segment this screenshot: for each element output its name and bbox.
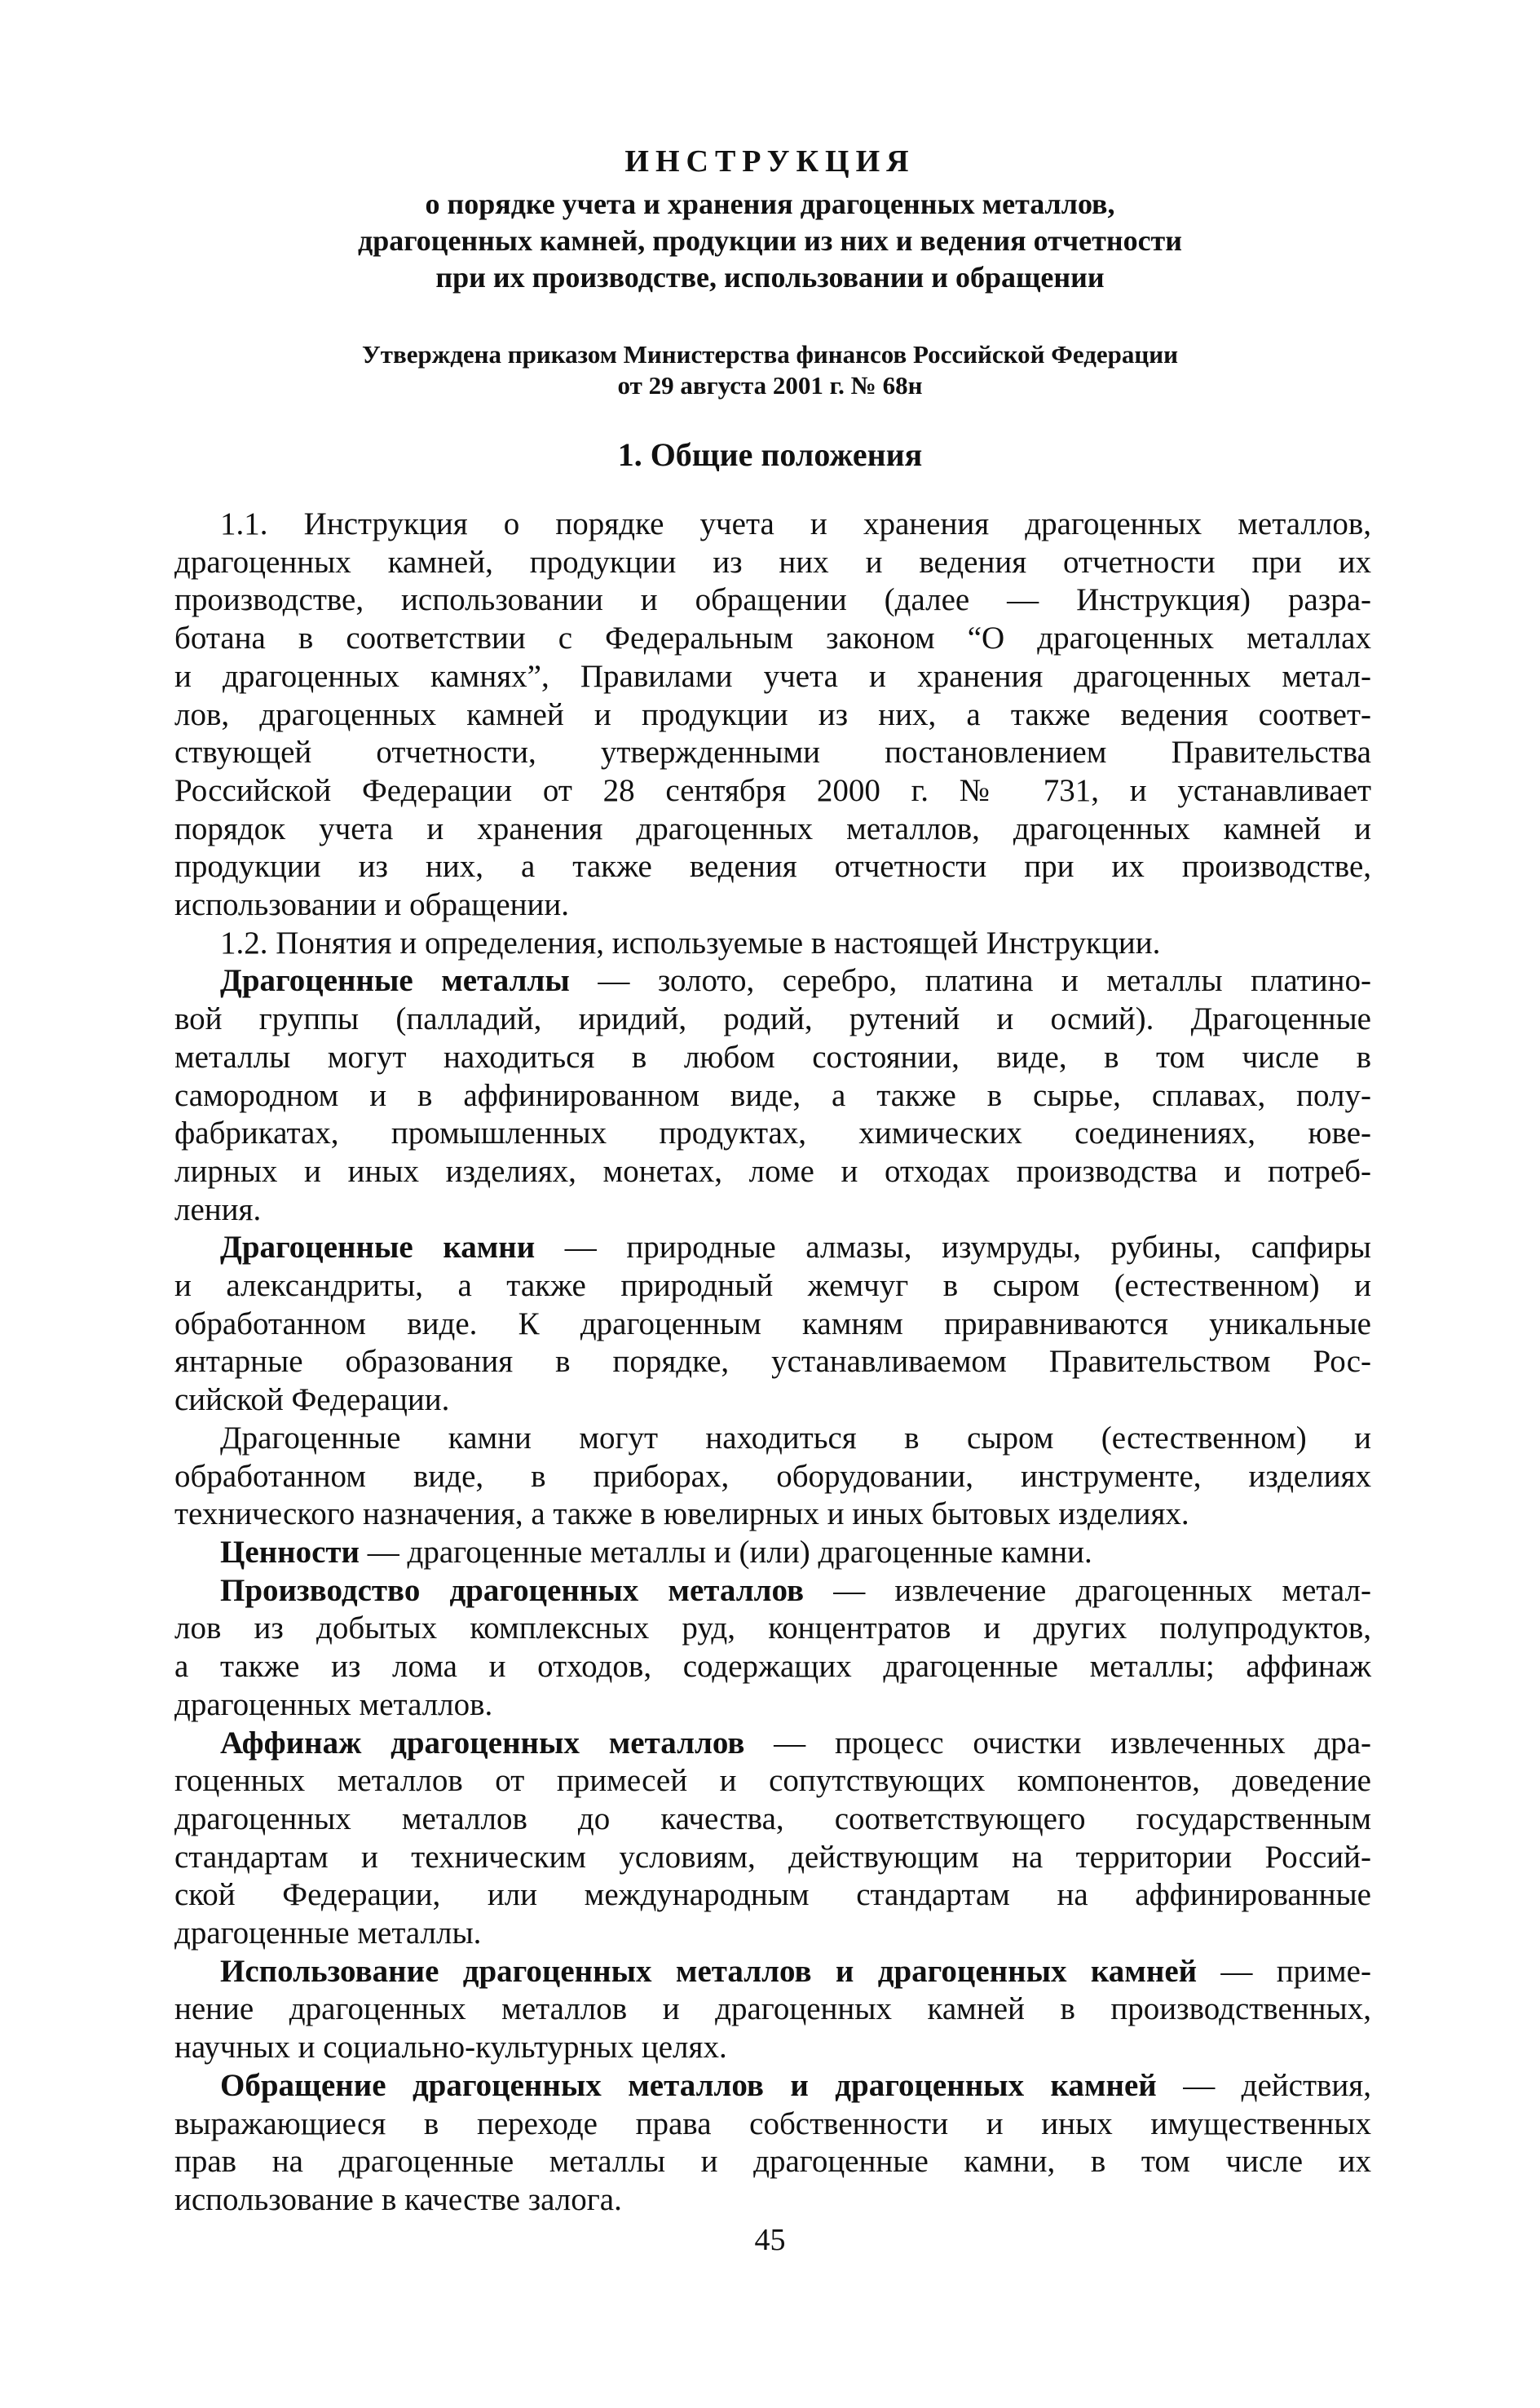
line-text: научных и социально-культурных целях.: [174, 2030, 727, 2066]
text-line: [174, 1572, 1371, 1610]
section-heading: 1. Общие положения: [617, 436, 923, 473]
text-line: [174, 1001, 1371, 1039]
text-line: [174, 1458, 1371, 1496]
subtitle-line: о порядке учета и хранения драгоценных металлов,: [425, 188, 1115, 220]
text-line: [174, 1267, 1371, 1306]
defined-term: Драгоценные камни: [220, 1230, 536, 1266]
paragraph: [174, 1725, 1371, 1953]
line-text: выражающиеся в переходе права собственности и иных имущественных: [174, 2105, 1371, 2141]
line-text: стандартам и техническим условиям, действующим на территории Россий-: [174, 1839, 1371, 1875]
line-text: — приме-: [1197, 1953, 1371, 1989]
text-line: [174, 1306, 1371, 1344]
paragraph: [174, 1572, 1371, 1725]
paragraph: [174, 1229, 1371, 1420]
text-line: [174, 1420, 1371, 1458]
line-text: сийской Федерации.: [174, 1382, 450, 1418]
paragraph: [174, 962, 1371, 1229]
text-line: [174, 734, 1371, 772]
line-text: прав на драгоценные металлы и драгоценные камни, в том числе их: [174, 2144, 1371, 2180]
text-line: [174, 1800, 1371, 1839]
document-subtitle: [0, 186, 1540, 296]
text-line: [174, 1876, 1371, 1915]
line-text: ботана в соответствии с Федеральным законом “О драгоценных металлах: [174, 621, 1371, 656]
text-line: [174, 1610, 1371, 1648]
line-text: драгоценных металлов до качества, соответствующего государственным: [174, 1800, 1371, 1836]
line-text: драгоценных металлов.: [174, 1686, 493, 1722]
text-line: [174, 1077, 1371, 1116]
text-line: [174, 696, 1371, 735]
defined-term: Обращение драгоценных металлов и драгоценных камней: [220, 2067, 1157, 2103]
line-text: и драгоценных камнях”, Правилами учета и хранения драгоценных метал-: [174, 658, 1371, 694]
text-line: [174, 1686, 1371, 1725]
line-text: нение драгоценных металлов и драгоценных камней в производственных,: [174, 1991, 1371, 2027]
paragraph: [174, 1534, 1371, 1572]
line-text: драгоценные металлы.: [174, 1915, 482, 1951]
text-line: [174, 886, 1371, 925]
text-line: [174, 658, 1371, 696]
text-line: [174, 848, 1371, 886]
line-text: ской Федерации, или международным стандартам на аффинированные: [174, 1877, 1371, 1913]
line-text: — драгоценные металлы и (или) драгоценные камни.: [360, 1534, 1092, 1570]
text-line: [174, 1839, 1371, 1877]
line-text: и александриты, а также природный жемчуг в сыром (естественном) и: [174, 1268, 1371, 1304]
line-text: гоценных металлов от примесей и сопутствующих компонентов, доведение: [174, 1763, 1371, 1799]
text-line: [174, 772, 1371, 811]
line-text: лирных и иных изделиях, монетах, ломе и отходах производства и потреб-: [174, 1153, 1371, 1189]
line-text: использовании и обращении.: [174, 887, 570, 923]
document-body: [174, 506, 1371, 2220]
text-line: [174, 2067, 1371, 2105]
line-text: — процесс очистки извлеченных дра-: [744, 1725, 1371, 1761]
text-line: [174, 506, 1371, 544]
text-line: [174, 1496, 1371, 1534]
defined-term: Использование драгоценных металлов и драгоценных камней: [220, 1953, 1198, 1989]
text-line: [174, 1039, 1371, 1077]
defined-term: Производство драгоценных металлов: [220, 1572, 805, 1608]
line-text: вой группы (палладий, иридий, родий, рутений и осмий). Драгоценные: [174, 1001, 1371, 1037]
line-text: лов из добытых комплексных руд, концентратов и других полупродуктов,: [174, 1610, 1371, 1646]
text-line: [174, 1915, 1371, 1953]
line-text: обработанном виде. К драгоценным камням приравниваются уникальные: [174, 1306, 1371, 1341]
text-line: [174, 2143, 1371, 2181]
line-text: использование в качестве залога.: [174, 2181, 622, 2217]
approval-note: [0, 339, 1540, 401]
defined-term: Аффинаж драгоценных металлов: [220, 1725, 745, 1761]
text-line: [174, 1381, 1371, 1420]
text-line: [174, 1534, 1371, 1572]
line-text: — золото, серебро, платина и металлы платино-: [569, 963, 1371, 999]
text-line: [174, 925, 1371, 963]
line-text: фабрикатах, промышленных продуктах, химических соединениях, юве-: [174, 1116, 1371, 1151]
text-line: [174, 1648, 1371, 1686]
line-text: технического назначения, а также в ювелирных и иных бытовых изделиях.: [174, 1496, 1189, 1532]
text-line: [174, 1990, 1371, 2029]
line-text: 1.2. Понятия и определения, используемые в настоящей Инструкции.: [220, 925, 1161, 961]
line-text: а также из лома и отходов, содержащих драгоценные металлы; аффинаж: [174, 1649, 1371, 1685]
text-line: [174, 1229, 1371, 1267]
text-line: [174, 620, 1371, 658]
line-text: производстве, использовании и обращении (далее — Инструкция) разра-: [174, 582, 1371, 618]
line-text: янтарные образования в порядке, устанавливаемом Правительством Рос-: [174, 1344, 1371, 1380]
paragraph: [174, 2067, 1371, 2220]
approval-line: от 29 августа 2001 г. № 68н: [617, 371, 923, 400]
text-line: [174, 1115, 1371, 1153]
line-text: драгоценных камней, продукции из них и ведения отчетности при их: [174, 544, 1371, 580]
line-text: — извлечение драгоценных метал-: [804, 1572, 1371, 1608]
text-line: [174, 2029, 1371, 2067]
line-text: продукции из них, а также ведения отчетности при их производстве,: [174, 849, 1371, 885]
line-text: Российской Федерации от 28 сентября 2000 г. № 731, и устанавливает: [174, 772, 1371, 808]
defined-term: Ценности: [220, 1534, 360, 1570]
line-text: металлы могут находиться в любом состоянии, виде, в том числе в: [174, 1039, 1371, 1075]
document-title: ИНСТРУКЦИЯ: [624, 144, 916, 179]
subtitle-line: драгоценных камней, продукции из них и ведения отчетности: [358, 224, 1182, 257]
line-text: — действия,: [1156, 2067, 1371, 2103]
line-text: порядок учета и хранения драгоценных металлов, драгоценных камней и: [174, 811, 1371, 846]
line-text: — природные алмазы, изумруды, рубины, сапфиры: [535, 1230, 1371, 1266]
text-line: [174, 1153, 1371, 1191]
line-text: обработанном виде, в приборах, оборудовании, инструменте, изделиях: [174, 1458, 1371, 1494]
text-line: [174, 544, 1371, 582]
text-line: [174, 1343, 1371, 1381]
text-line: [174, 962, 1371, 1001]
line-text: 1.1. Инструкция о порядке учета и хранения драгоценных металлов,: [220, 506, 1371, 541]
text-line: [174, 1953, 1371, 1991]
text-line: [174, 1725, 1371, 1763]
text-line: [174, 581, 1371, 620]
line-text: ления.: [174, 1191, 262, 1227]
text-line: [174, 811, 1371, 849]
text-line: [174, 2105, 1371, 2144]
paragraph: [174, 925, 1371, 963]
approval-line: Утверждена приказом Министерства финансов Российской Федерации: [362, 340, 1178, 369]
paragraph: [174, 506, 1371, 925]
line-text: ствующей отчетности, утвержденными постановлением Правительства: [174, 735, 1371, 771]
paragraph: [174, 1420, 1371, 1534]
page-number: 45: [754, 2223, 786, 2257]
paragraph: [174, 1953, 1371, 2067]
text-line: [174, 1191, 1371, 1230]
subtitle-line: при их производстве, использовании и обращении: [435, 261, 1105, 294]
line-text: лов, драгоценных камней и продукции из них, а также ведения соответ-: [174, 696, 1371, 732]
defined-term: Драгоценные металлы: [220, 963, 570, 999]
text-line: [174, 2181, 1371, 2220]
line-text: самородном и в аффинированном виде, а также в сырье, сплавах, полу-: [174, 1077, 1371, 1113]
line-text: Драгоценные камни могут находиться в сыром (естественном) и: [220, 1420, 1371, 1456]
text-line: [174, 1762, 1371, 1800]
